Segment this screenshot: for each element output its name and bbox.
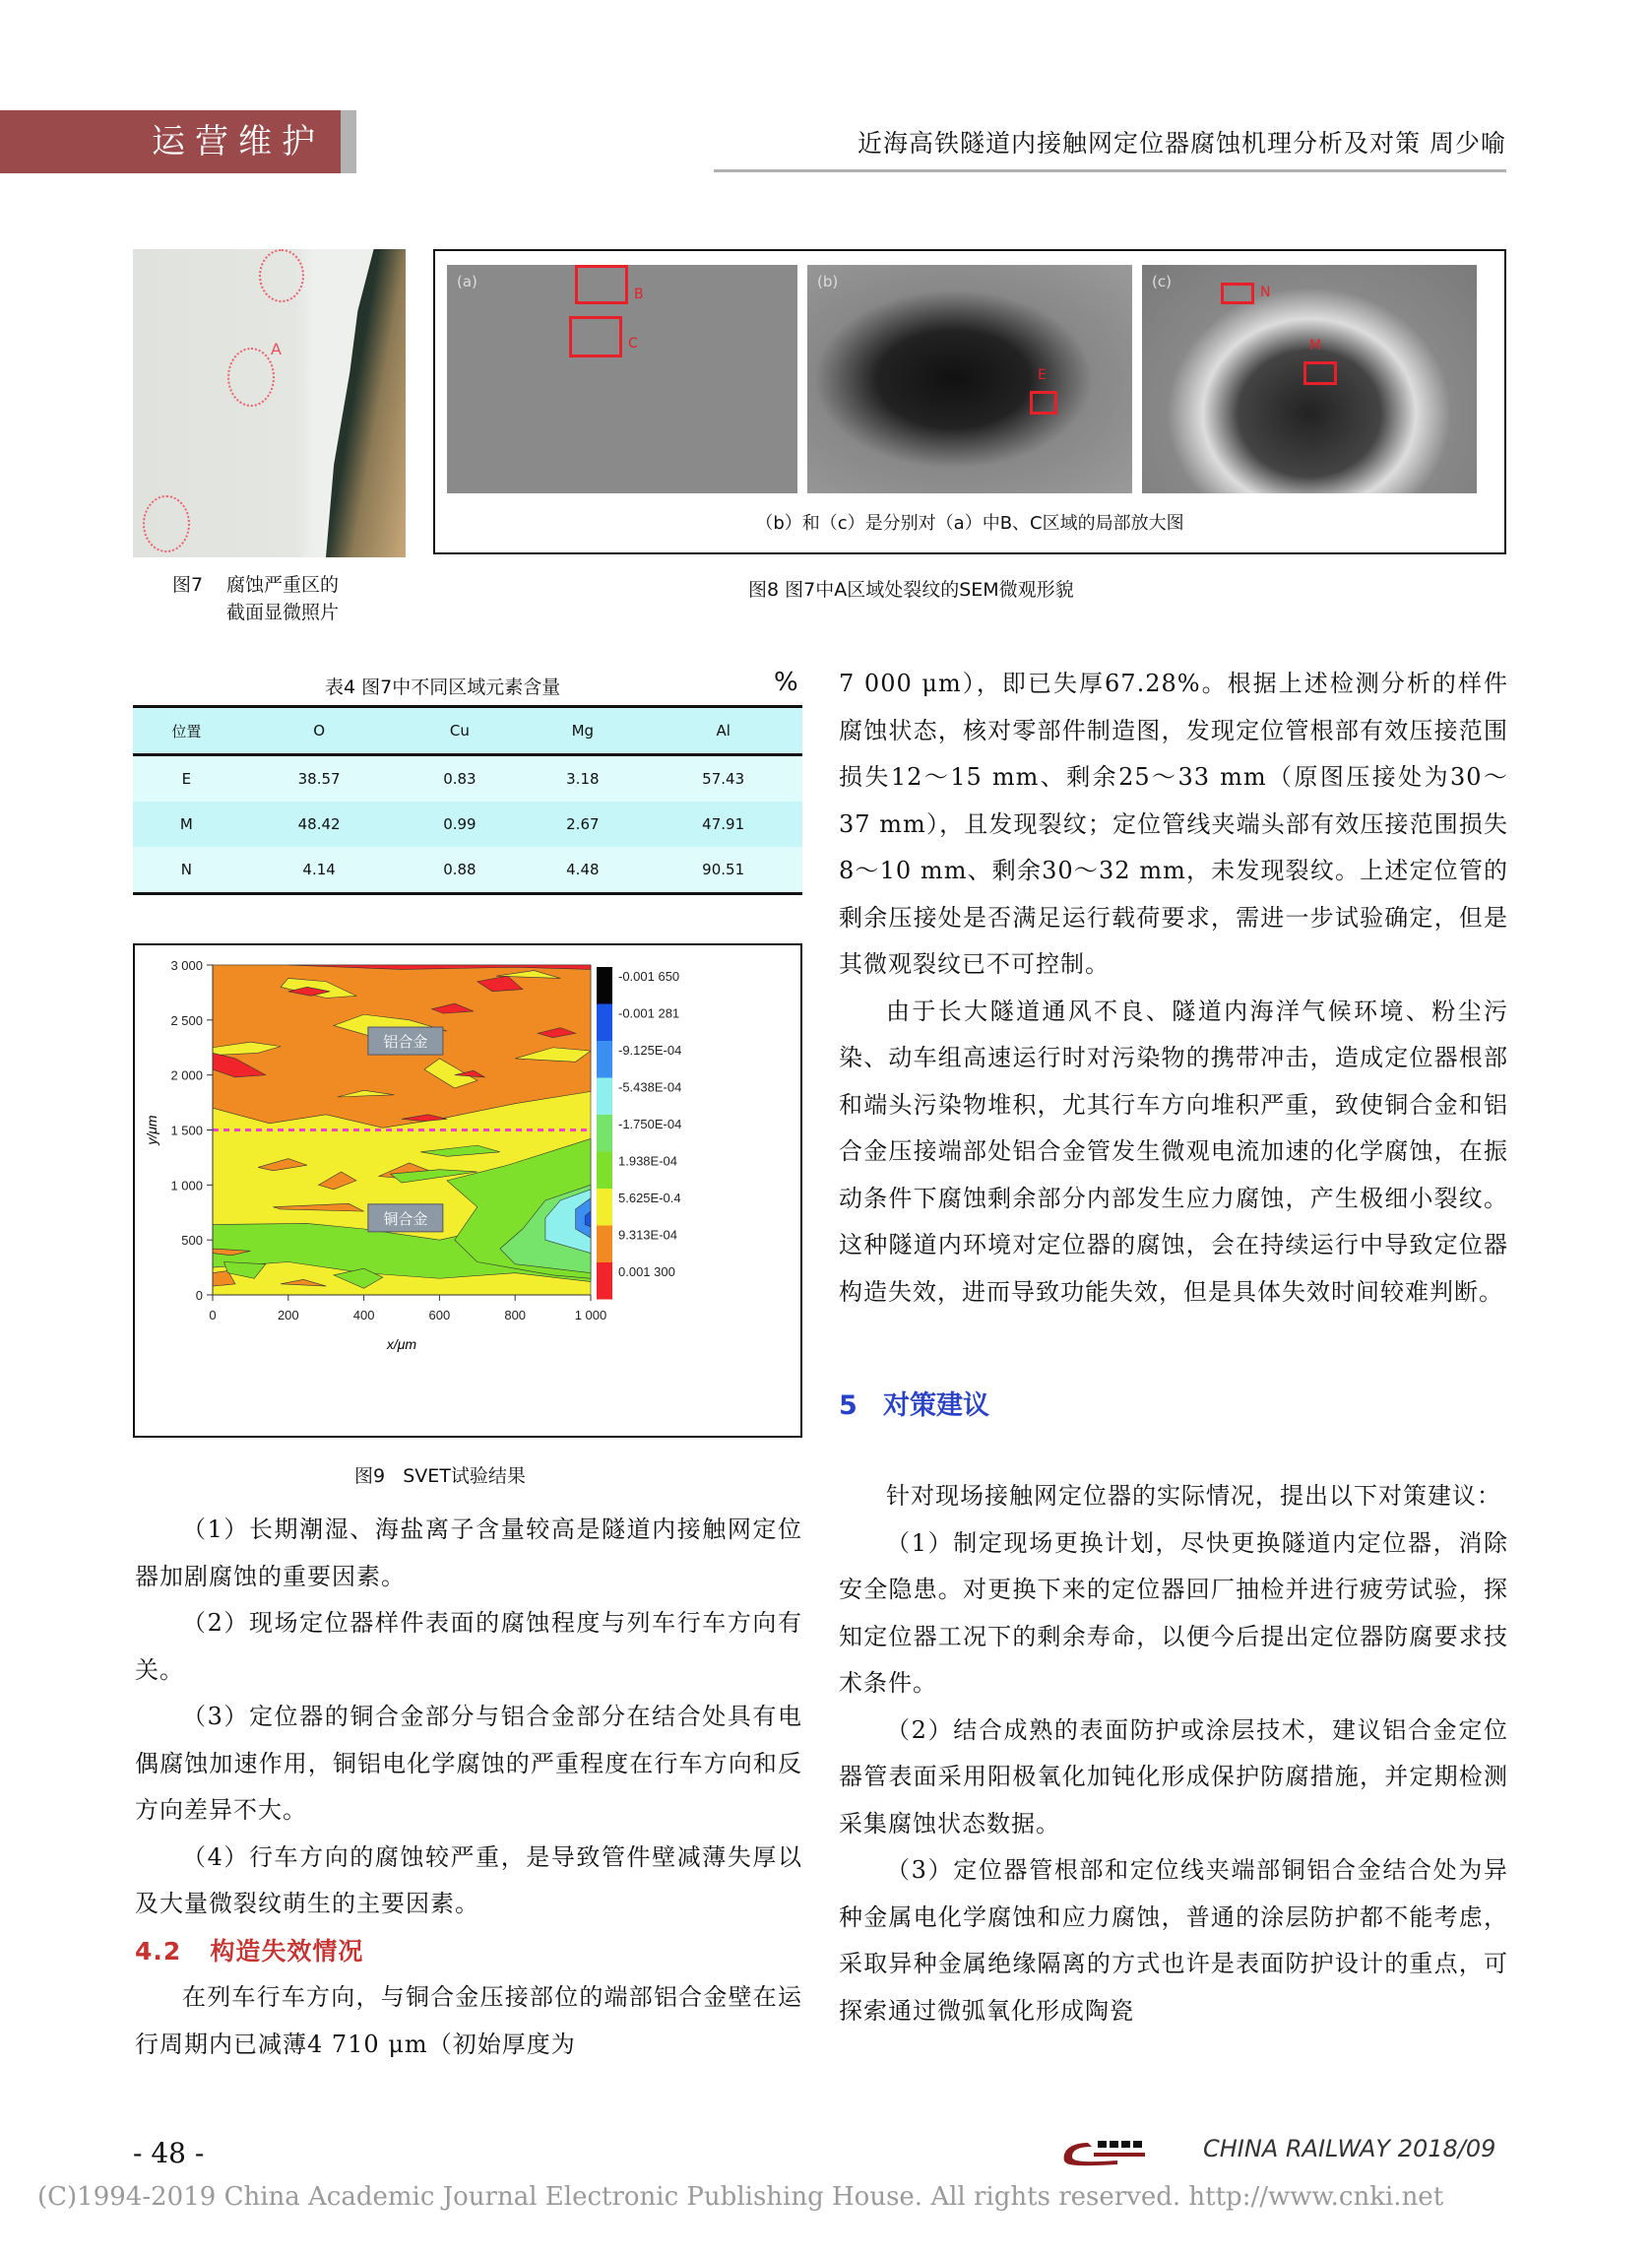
heading-text: 构造失效情况 <box>210 1936 364 1966</box>
x-axis-label: x/μm <box>386 1336 417 1352</box>
marker-circle-A <box>227 348 275 407</box>
panel-label: (b) <box>817 273 839 290</box>
recommendations-text <box>839 1473 1508 2034</box>
table-cell: 57.43 <box>702 770 745 788</box>
table-cell: 2.67 <box>566 815 600 833</box>
conclusion-item: （3）定位器的铜合金部分与铝合金部分在结合处具有电偶腐蚀加速作用，铜铝电化学腐蚀的严重程度在行车方向和反方向差异不大。 <box>135 1703 802 1824</box>
region-annotation-label: 铜合金 <box>383 1209 428 1228</box>
sem-panel-b <box>807 265 1132 493</box>
y-tick-label: 2 000 <box>170 1067 203 1083</box>
sem-panel-c <box>1142 265 1477 493</box>
figure8-frame <box>433 249 1506 554</box>
table-cell: 3.18 <box>566 770 600 788</box>
section-heading-5 <box>839 1384 989 1422</box>
region-box-E <box>1030 391 1057 415</box>
body-paragraph: 由于长大隧道通风不良、隧道内海洋气候环境、粉尘污染、动车组高速运行时对污染物的携带冲击，造成定位器根部和端头污染物堆积，尤其行车方向堆积严重，致使铜合金和铝合金压接端部处铝合金管发生微观电流加速的化学腐蚀，在振动条件下腐蚀剩余部分内部发生应力腐蚀，产生极细小裂纹。这种隧道内环境对定位器的腐蚀，会在持续运行中导致定位器构造失效，进而导致功能失效，但是具体失效时间较难判断。 <box>839 997 1508 1306</box>
heading-number: 5 <box>839 1390 858 1421</box>
y-axis-label: y/μm <box>144 1115 159 1145</box>
figure9-caption <box>354 1461 526 1488</box>
journal-name: CHINA RAILWAY 2018/09 <box>1203 2135 1496 2162</box>
region-label-A: A <box>271 340 282 358</box>
legend-swatch <box>597 1152 612 1190</box>
body-paragraph: 在列车行车方向，与铜合金压接部位的端部铝合金壁在运行周期内已减薄4 710 μm（初始厚度为 <box>135 1983 802 2058</box>
figure9-number: 图9 <box>354 1465 386 1487</box>
figure7-micrograph <box>133 249 406 557</box>
legend-label: -0.001 650 <box>618 969 680 984</box>
figure8-caption: 图8 图7中A区域处裂纹的SEM微观形貌 <box>748 579 1074 601</box>
recommendation-item: （1）制定现场更换计划，尽快更换隧道内定位器，消除安全隐患。对更换下来的定位器回厂抽检并进行疲劳试验，探知定位器工况下的剩余寿命，以便今后提出定位器防腐要求技术条件。 <box>839 1528 1508 1697</box>
column-header: O <box>313 722 326 740</box>
header-rule <box>714 169 1506 172</box>
table4-unit: % <box>774 668 798 697</box>
region-annotation-label: 铝合金 <box>383 1033 428 1052</box>
table-cell: 0.83 <box>443 770 477 788</box>
table-cell: E <box>181 770 192 788</box>
region-label: E <box>1038 367 1047 383</box>
legend-swatch <box>597 1226 612 1263</box>
table-row <box>133 755 802 803</box>
right-column-text <box>839 661 1508 1316</box>
page-number: - 48 - <box>133 2137 205 2169</box>
copyright-notice: (C)1994-2019 China Academic Journal Electronic Publishing House. All rights reserved. http://www.cnki.net <box>37 2182 1444 2212</box>
column-header: Mg <box>571 722 595 740</box>
legend-swatch <box>597 1004 612 1042</box>
section-label: 运营维护 <box>152 122 325 161</box>
heading-number: 4.2 <box>135 1936 182 1966</box>
region-box-C <box>569 316 622 357</box>
panel-label: (a) <box>457 273 477 290</box>
region-label: N <box>1260 285 1271 300</box>
figure7-caption-line2: 截面显微照片 <box>226 602 340 623</box>
legend-swatch <box>597 967 612 1004</box>
region-label: B <box>634 287 644 302</box>
table-cell: 0.88 <box>443 861 477 878</box>
section-banner-edge <box>341 110 356 173</box>
table-row <box>133 847 802 894</box>
region-box-M <box>1303 361 1337 385</box>
section-heading-4-2 <box>135 1928 802 1975</box>
table-row <box>133 802 802 847</box>
legend-swatch <box>597 1189 612 1226</box>
conclusion-item: （1）长期潮湿、海盐离子含量较高是隧道内接触网定位器加剧腐蚀的重要因素。 <box>135 1515 802 1590</box>
x-tick-label: 0 <box>209 1308 217 1322</box>
x-tick-label: 200 <box>277 1308 299 1322</box>
x-tick-label: 800 <box>504 1308 527 1322</box>
svet-contour-chart <box>135 945 800 1436</box>
corroded-edge <box>326 249 406 557</box>
table-cell: 4.48 <box>566 861 600 878</box>
conclusion-item: （2）现场定位器样件表面的腐蚀程度与列车行车方向有关。 <box>135 1609 802 1684</box>
figure9-chart-frame <box>133 943 802 1438</box>
legend-swatch <box>597 1041 612 1078</box>
legend-label: -1.750E-04 <box>618 1117 682 1131</box>
figure9-title: SVET试验结果 <box>403 1465 526 1487</box>
table-cell: N <box>180 861 193 878</box>
heading-text: 对策建议 <box>883 1390 989 1421</box>
legend-label: -5.438E-04 <box>618 1079 682 1095</box>
legend-label: 9.313E-04 <box>618 1227 677 1243</box>
table-cell: 0.99 <box>443 815 477 833</box>
legend-label: 1.938E-04 <box>618 1153 677 1169</box>
y-tick-label: 0 <box>195 1288 203 1303</box>
table-cell: 38.57 <box>297 770 341 788</box>
table-cell: 47.91 <box>702 815 745 833</box>
recommendation-item: （3）定位器管根部和定位线夹端部铜铝合金结合处为异种金属电化学腐蚀和应力腐蚀，普通的涂层防护都不能考虑，采取异种金属绝缘隔离的方式也许是表面防护设计的重点，可探索通过微弧氧化形成陶瓷 <box>839 1856 1508 2025</box>
column-header: 位置 <box>171 722 202 741</box>
y-tick-label: 3 000 <box>170 958 203 973</box>
panel-label: (c) <box>1152 273 1172 290</box>
x-tick-label: 600 <box>428 1308 451 1322</box>
running-title: 近海高铁隧道内接触网定位器腐蚀机理分析及对策 周少喻 <box>858 129 1506 158</box>
legend-swatch <box>597 1262 612 1300</box>
sem-panel-a <box>447 265 797 493</box>
column-header: Cu <box>449 722 470 740</box>
table-header-row <box>133 707 802 755</box>
y-tick-label: 1 000 <box>170 1178 203 1193</box>
y-tick-label: 2 500 <box>170 1012 203 1028</box>
y-tick-label: 1 500 <box>170 1123 203 1138</box>
region-label: M <box>1309 338 1322 354</box>
marker-circle <box>259 249 304 302</box>
legend-swatch <box>597 1078 612 1116</box>
conclusion-item: （4）行车方向的腐蚀较严重，是导致管件壁减薄失厚以及大量微裂纹萌生的主要因素。 <box>135 1842 802 1917</box>
legend-swatch <box>597 1115 612 1152</box>
body-paragraph: 针对现场接触网定位器的实际情况，提出以下对策建议： <box>886 1482 1501 1510</box>
column-header: Al <box>716 722 731 740</box>
journal-logo-icon <box>1058 2139 1152 2168</box>
x-tick-label: 1 000 <box>574 1308 607 1322</box>
legend-label: 0.001 300 <box>618 1264 675 1279</box>
legend-label: 5.625E-0.4 <box>618 1191 681 1205</box>
figure7-caption-line1: 腐蚀严重区的 <box>226 574 340 596</box>
table-cell: 90.51 <box>702 861 745 878</box>
figure8-inner-caption: （b）和（c）是分别对（a）中B、C区域的局部放大图 <box>755 513 1184 534</box>
recommendation-item: （2）结合成熟的表面防护或涂层技术，建议铝合金定位器管表面采用阳极氧化加钝化形成保护防腐措施，并定期检测采集腐蚀状态数据。 <box>839 1715 1508 1838</box>
table-cell: 4.14 <box>302 861 336 878</box>
figure7-number: 图7 <box>172 574 204 596</box>
region-box-N <box>1221 283 1254 304</box>
marker-circle <box>143 495 190 552</box>
body-paragraph: 7 000 μm），即已失厚67.28%。根据上述检测分析的样件腐蚀状态，核对零部件制造图，发现定位管根部有效压接范围损失12～15 mm、剩余25～33 mm（原图压接处为30～37 mm），且发现裂纹；定位管线夹端头部有效压接范围损失8～10 mm、剩余30～32 mm，未发现裂纹。上述定位管的剩余压接处是否满足运行载荷要求，需进一步试验确定，但是其微观裂纹已不可控制。 <box>839 670 1508 978</box>
region-box-B <box>575 265 628 304</box>
region-label: C <box>628 336 638 352</box>
table4-title: 表4 图7中不同区域元素含量 <box>325 677 561 698</box>
y-tick-label: 500 <box>181 1233 203 1249</box>
table-cell: 48.42 <box>297 815 341 833</box>
table4 <box>133 705 802 895</box>
table-cell: M <box>179 815 193 833</box>
x-tick-label: 400 <box>352 1308 375 1322</box>
legend-label: -0.001 281 <box>618 1005 680 1021</box>
legend-label: -9.125E-04 <box>618 1043 682 1058</box>
left-column-text <box>135 1507 802 2068</box>
